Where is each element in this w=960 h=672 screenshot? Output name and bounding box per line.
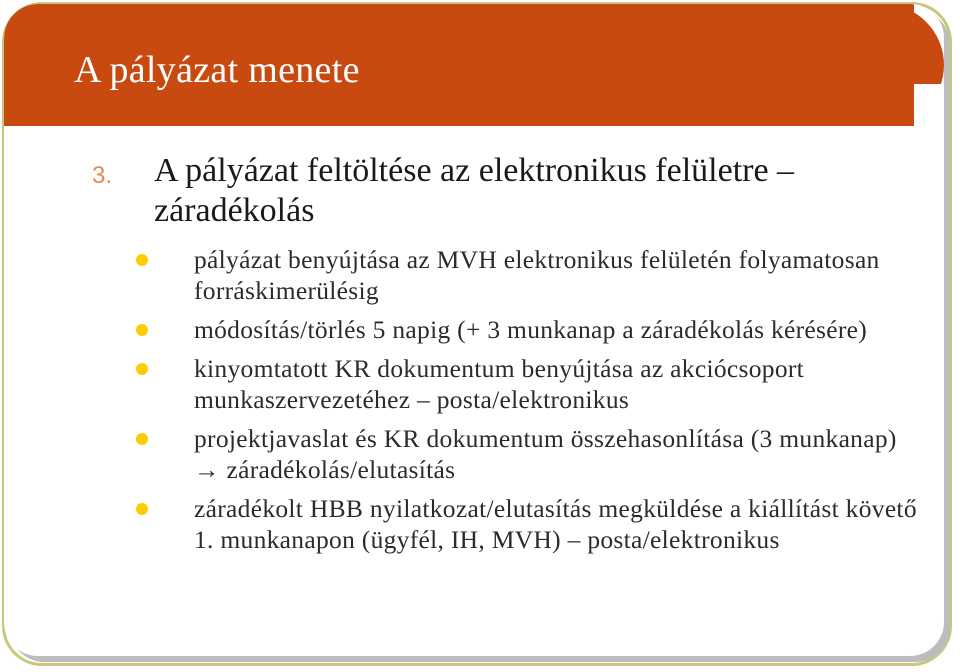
bullet-text: kinyomtatott KR dokumentum benyújtása az akciócsoport munkaszervezetéhez – posta/elektronikus — [194, 354, 805, 414]
bullet-icon — [136, 433, 148, 445]
bullet-icon — [136, 324, 148, 336]
list-item — [134, 314, 924, 345]
list-item — [134, 493, 924, 555]
bullet-icon — [136, 254, 148, 266]
list-item — [134, 423, 924, 485]
bullet-text: záradékolt HBB nyilatkozat/elutasítás megküldése a kiállítást követő 1. munkanapon (ügyfél, IH, MVH) – posta/elektronikus — [194, 494, 917, 554]
bullet-list — [134, 244, 924, 563]
bullet-icon — [136, 363, 148, 375]
slide — [4, 4, 944, 656]
list-item — [134, 353, 924, 415]
bullet-text: pályázat benyújtása az MVH elektronikus felületén folyamatosan forráskimerülésig — [194, 245, 880, 305]
bullet-icon — [136, 503, 148, 515]
bullet-text: módosítás/törlés 5 napig (+ 3 munkanap a záradékolás kérésére) — [194, 315, 868, 344]
section-heading: A pályázat feltöltése az elektronikus felületre – záradékolás — [154, 152, 795, 229]
list-item — [134, 244, 924, 306]
page-title: A pályázat menete — [74, 49, 360, 91]
title-bar — [4, 4, 944, 126]
section-number: 3. — [92, 162, 113, 189]
title-bar-tab — [914, 4, 944, 126]
bullet-text: projektjavaslat és KR dokumentum összehasonlítása (3 munkanap) → záradékolás/elutasítás — [194, 424, 897, 484]
